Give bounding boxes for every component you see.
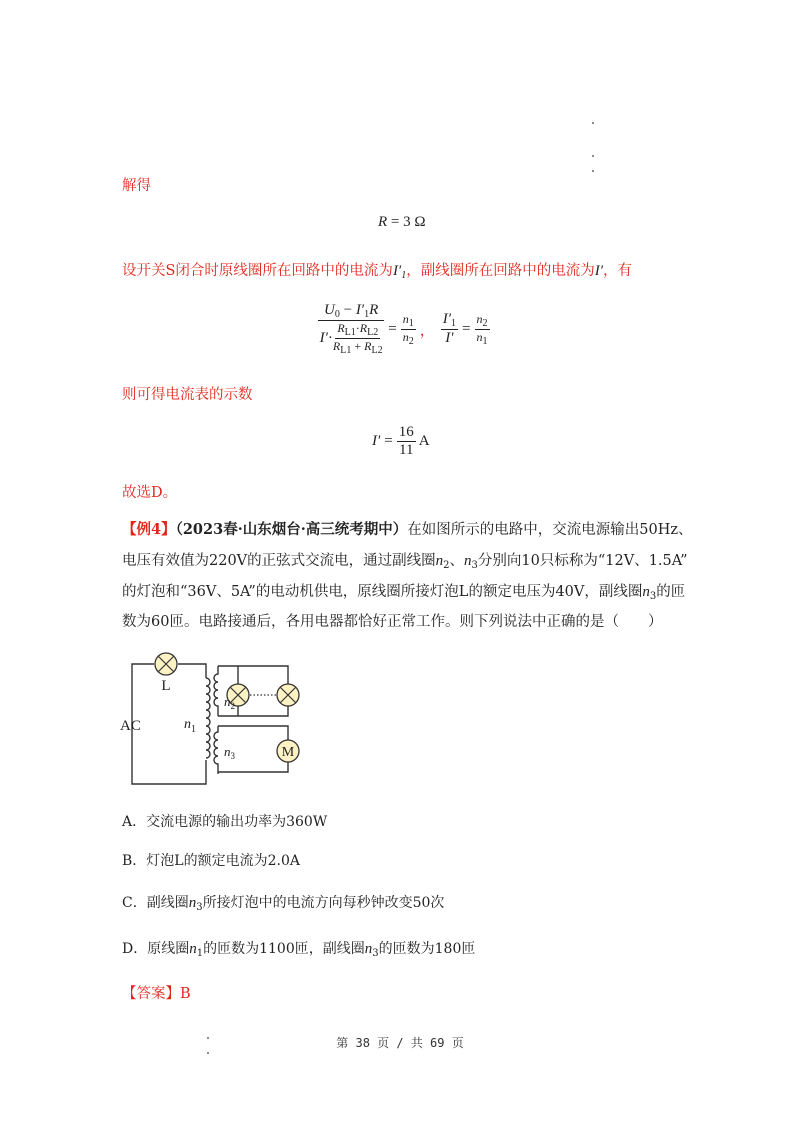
equation-r: R = 3 Ω [378, 214, 426, 230]
lamp-icon [277, 684, 299, 706]
circuit-diagram [118, 650, 318, 790]
source-label: AC [120, 718, 141, 734]
coil-n2-label: $n_2$ [224, 694, 235, 711]
ammeter-sentence: 则可得电流表的示数 [122, 387, 253, 403]
example-line-3: 的灯泡和“36V、5A”的电动机供电，原线圈所接灯泡L的额定电压为40V，副线圈$n_3$的匝 [122, 584, 686, 602]
option-c[interactable]: C．副线圈$n_3$所接灯泡中的电流方向每秒钟改变50次 [122, 895, 445, 913]
lamp-icon [155, 653, 177, 675]
equation-current: I′ = $\frac{16}{11}$ A [372, 424, 430, 458]
page-footer: 第 38 页 / 共 69 页 [336, 1036, 464, 1050]
lamp-label: L [161, 678, 171, 694]
equation-main: $U_0 - I'_1R$ I′ · $\frac{R_{L1}\cdot R_{L2}}{R_{L1} + R_{L2}}$ = $\frac{n_1}{n_2}$ ， $\frac{I'_1}{I'}$ = $\frac{n_2}{n_1}$ [319, 302, 488, 356]
answer: 【答案】B [122, 986, 191, 1002]
scan-dot [592, 122, 594, 124]
scan-dot [592, 155, 594, 157]
option-d[interactable]: D．原线圈$n_1$的匝数为1100匝，副线圈$n_3$的匝数为180匝 [122, 941, 476, 959]
option-a[interactable]: A．交流电源的输出功率为360W [122, 814, 328, 830]
scan-dot [207, 1052, 209, 1054]
motor-icon [277, 740, 299, 762]
example-line-4: 数为60匝。电路接通后，各用电器都恰好正常工作。则下列说法中正确的是（ ） [122, 614, 663, 630]
solve-label: 解得 [122, 178, 151, 194]
coil-n1-label: $n_1$ [184, 717, 196, 735]
scan-dot [592, 170, 594, 172]
option-b[interactable]: B．灯泡L的额定电流为2.0A [122, 853, 300, 869]
coil-n3-label: $n_3$ [224, 744, 235, 761]
setup-sentence: 设开关S闭合时原线圈所在回路中的电流为$I'_1$，副线圈所在回路中的电流为I′，有 [122, 263, 632, 281]
svg-text:M: M [281, 745, 295, 760]
example-line-1: 【例4】（2023春·山东烟台·高三统考期中）在如图所示的电路中，交流电源输出50Hz、 [122, 521, 693, 538]
example-line-2: 电压有效值为220V的正弦式交流电，通过副线圈$n_2$、$n_3$分别向10只标称为“12V、1.5A” [122, 553, 688, 571]
choice-sentence: 故选D。 [122, 485, 178, 501]
